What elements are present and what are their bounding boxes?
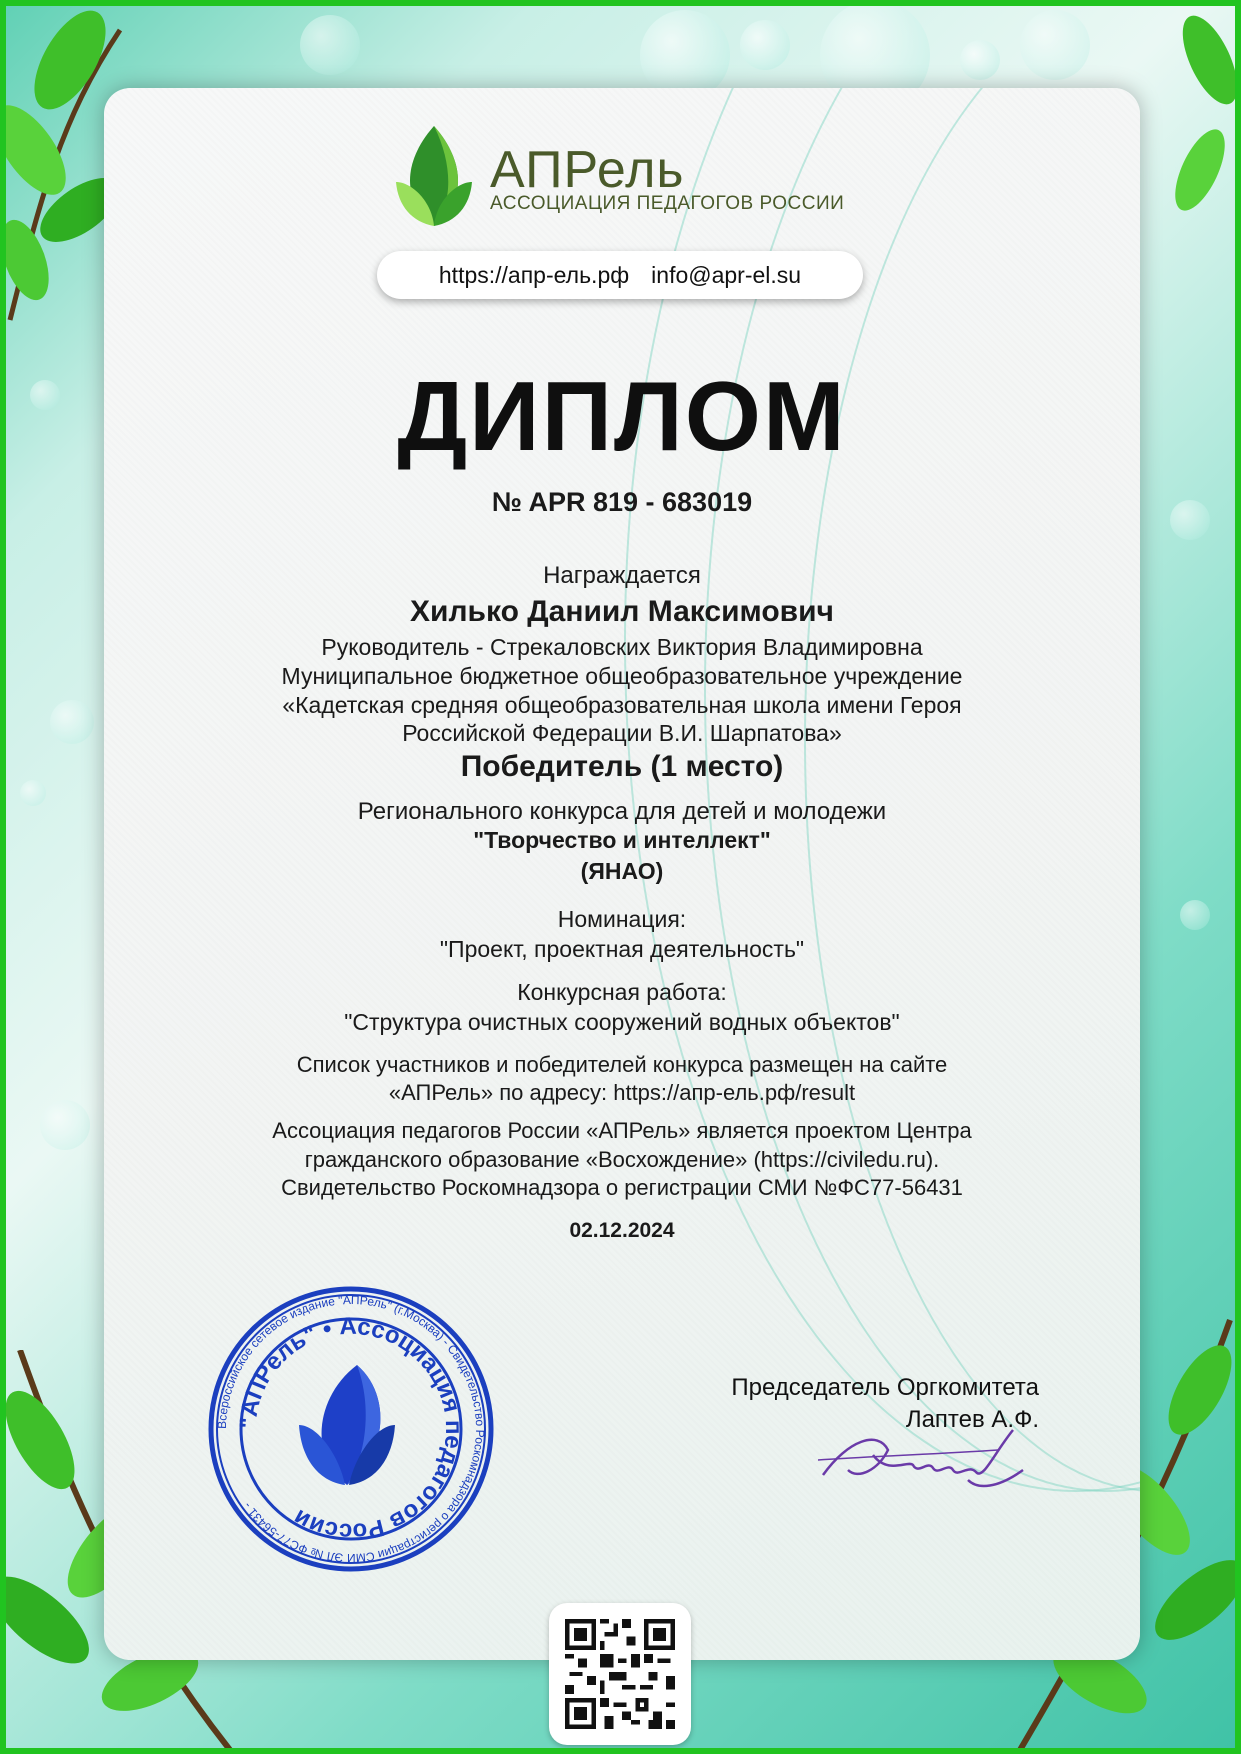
logo-title: АПРель bbox=[490, 141, 685, 199]
results-note-line-2: «АПРель» по адресу: https://апр-ель.рф/result bbox=[388, 1080, 856, 1105]
recipient-name: Хилько Даниил Максимович bbox=[410, 595, 834, 628]
place: Победитель (1 место) bbox=[460, 750, 784, 783]
stamp-outer-text: Всероссийское сетевое издание "АПРель" (г.Москва) - Свидетельство Роскомнадзора о регистрации СМИ ЭЛ № ФС77-56431 - bbox=[214, 1292, 488, 1566]
handwritten-signature bbox=[818, 1420, 1028, 1500]
contact-links bbox=[377, 251, 863, 299]
diploma-title: ДИПЛОМ bbox=[397, 361, 847, 471]
site-link[interactable]: https://апр-ель.рф bbox=[438, 261, 630, 288]
work-label: Конкурсная работа: bbox=[517, 979, 727, 1005]
institution-line-1: Муниципальное бюджетное общеобразовательное учреждение bbox=[281, 663, 963, 689]
diploma-number: № APR 819 - 683019 bbox=[491, 487, 753, 517]
about-note-line-1: Ассоциация педагогов России «АПРель» является проектом Центра bbox=[272, 1118, 972, 1143]
contest-name: "Творчество и интеллект" bbox=[473, 827, 771, 853]
nomination-value: "Проект, проектная деятельность" bbox=[439, 936, 805, 962]
work-value: "Структура очистных сооружений водных объектов" bbox=[344, 1009, 900, 1035]
contest-region: (ЯНАО) bbox=[580, 858, 664, 884]
top-right-leaves-icon bbox=[1150, 0, 1241, 260]
diploma-date: 02.12.2024 bbox=[569, 1219, 675, 1242]
about-note-line-2: гражданского образование «Восхождение» (https://civiledu.ru). bbox=[304, 1147, 940, 1172]
logo-subtitle: АССОЦИАЦИЯ ПЕДАГОГОВ РОССИИ bbox=[490, 193, 845, 214]
institution-line-2: «Кадетская средняя общеобразовательная школа имени Героя bbox=[282, 692, 962, 718]
supervisor: Руководитель - Стрекаловских Виктория Владимировна bbox=[321, 634, 923, 660]
apr-logo bbox=[392, 122, 852, 232]
signer-name: Лаптев А.Ф. bbox=[905, 1406, 1039, 1433]
about-note-line-3: Свидетельство Роскомнадзора о регистрации СМИ №ФС77-56431 bbox=[281, 1175, 963, 1200]
results-note-line-1: Список участников и победителей конкурса размещен на сайте bbox=[296, 1052, 948, 1077]
qr-code[interactable] bbox=[549, 1603, 691, 1745]
leaf-logo-icon bbox=[392, 122, 476, 228]
leaf-stamp-icon bbox=[299, 1365, 395, 1485]
contest-line: Регионального конкурса для детей и молодежи bbox=[357, 798, 887, 825]
nomination-label: Номинация: bbox=[557, 906, 687, 932]
qr-code-icon bbox=[565, 1619, 675, 1729]
awarded-label: Награждается bbox=[543, 562, 701, 589]
stamp-inner-text: "АПРель" • Ассоциация педагогов России bbox=[234, 1312, 468, 1546]
organization-stamp bbox=[207, 1285, 495, 1573]
signer-position: Председатель Оргкомитета bbox=[731, 1374, 1039, 1401]
email-link[interactable]: info@apr-el.su bbox=[651, 261, 802, 288]
institution-line-3: Российской Федерации В.И. Шарпатова» bbox=[402, 720, 842, 746]
